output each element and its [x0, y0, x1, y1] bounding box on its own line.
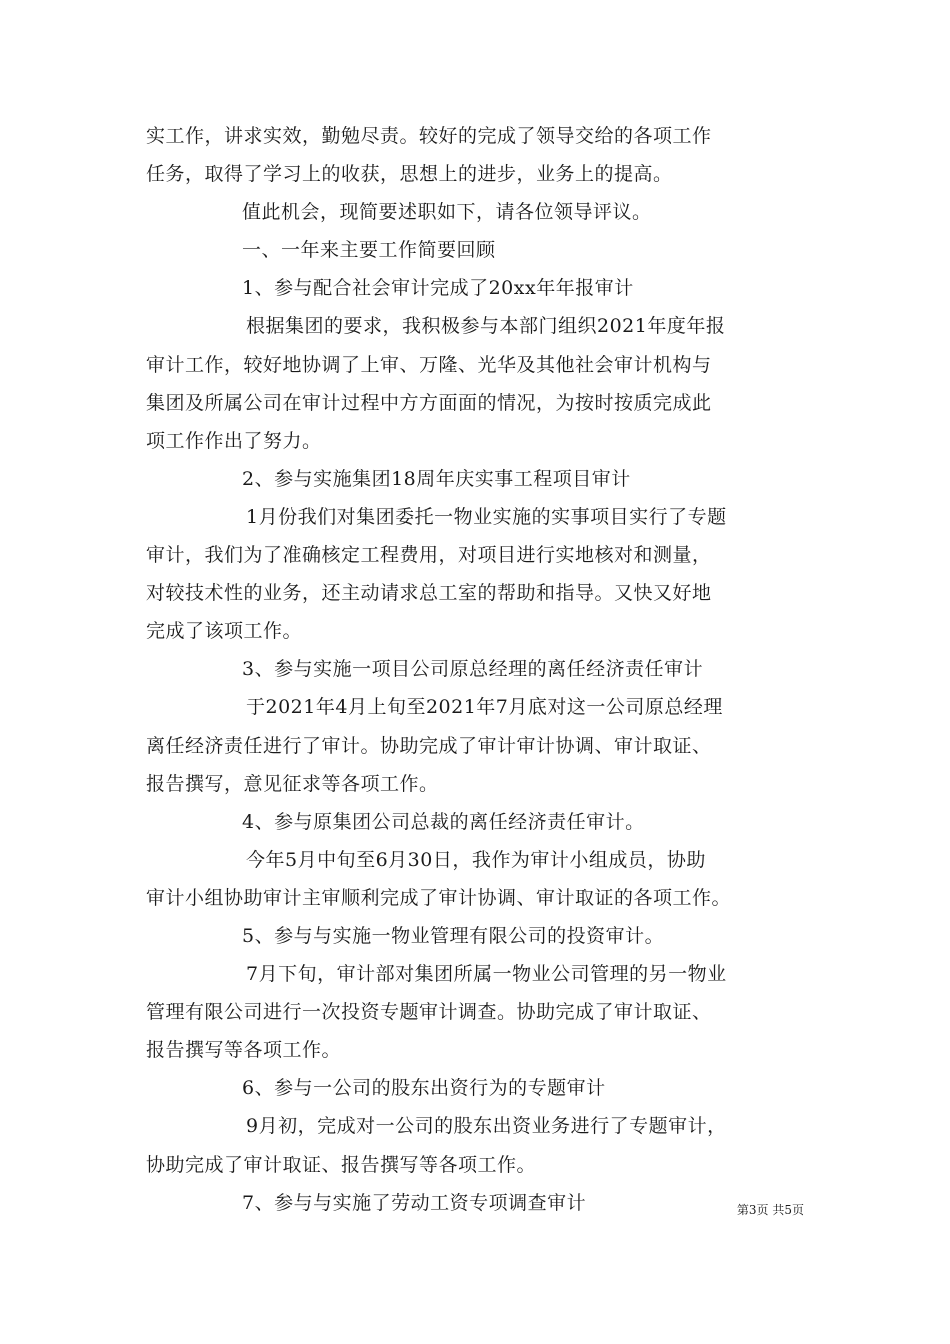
text-line: 管理有限公司进行一次投资专题审计调查。协助完成了审计取证、 [146, 1001, 712, 1024]
text-line: 离任经济责任进行了审计。协助完成了审计审计协调、审计取证、 [146, 734, 712, 757]
text-line: 9月初，完成对一公司的股东出资业务进行了专题审计， [246, 1115, 727, 1138]
text-line: 协助完成了审计取证、报告撰写等各项工作。 [146, 1153, 537, 1176]
text-line: 值此机会，现简要述职如下，请各位领导评议。 [242, 201, 652, 224]
text-line: 审计小组协助审计主审顺利完成了审计协调、审计取证的各项工作。 [146, 886, 732, 909]
item-heading: 3、参与实施一项目公司原总经理的离任经济责任审计 [242, 658, 704, 681]
section-heading: 一、一年来主要工作简要回顾 [242, 239, 496, 262]
text-line: 7月下旬，审计部对集团所属一物业公司管理的另一物业 [246, 963, 727, 986]
text-line: 根据集团的要求，我积极参与本部门组织2021年度年报 [246, 315, 726, 338]
item-heading: 5、参与与实施一物业管理有限公司的投资审计。 [242, 924, 665, 947]
item-heading: 7、参与与实施了劳动工资专项调查审计 [242, 1191, 587, 1214]
text-line: 实工作，讲求实效，勤勉尽责。较好的完成了领导交给的各项工作 [146, 125, 712, 147]
item-heading: 2、参与实施集团18周年庆实事工程项目审计 [242, 467, 631, 490]
text-line: 于2021年4月上旬至2021年7月底对这一公司原总经理 [246, 696, 723, 719]
text-line: 今年5月中旬至6月30日，我作为审计小组成员，协助 [246, 848, 706, 871]
text-line: 1月份我们对集团委托一物业实施的实事项目实行了专题 [246, 505, 727, 528]
text-line: 审计工作，较好地协调了上审、万隆、光华及其他社会审计机构与 [146, 353, 712, 376]
item-heading: 6、参与一公司的股东出资行为的专题审计 [242, 1077, 606, 1100]
text-line: 审计，我们为了准确核定工程费用，对项目进行实地核对和测量， [146, 544, 712, 567]
text-line: 项工作作出了努力。 [146, 429, 322, 452]
text-line: 报告撰写，意见征求等各项工作。 [146, 772, 439, 795]
item-heading: 1、参与配合社会审计完成了20xx年年报审计 [242, 277, 634, 300]
text-line: 完成了该项工作。 [146, 620, 303, 643]
document-body [146, 117, 810, 1222]
item-heading: 4、参与原集团公司总裁的离任经济责任审计。 [242, 810, 645, 833]
text-line: 报告撰写等各项工作。 [146, 1039, 342, 1062]
text-line: 对较技术性的业务，还主动请求总工室的帮助和指导。又快又好地 [146, 582, 712, 605]
text-line: 集团及所属公司在审计过程中方方面面的情况，为按时按质完成此 [146, 391, 712, 414]
text-line: 任务，取得了学习上的收获，思想上的进步，业务上的提高。 [146, 163, 673, 186]
page-number-footer: 第3页 共5页 [736, 1203, 804, 1217]
